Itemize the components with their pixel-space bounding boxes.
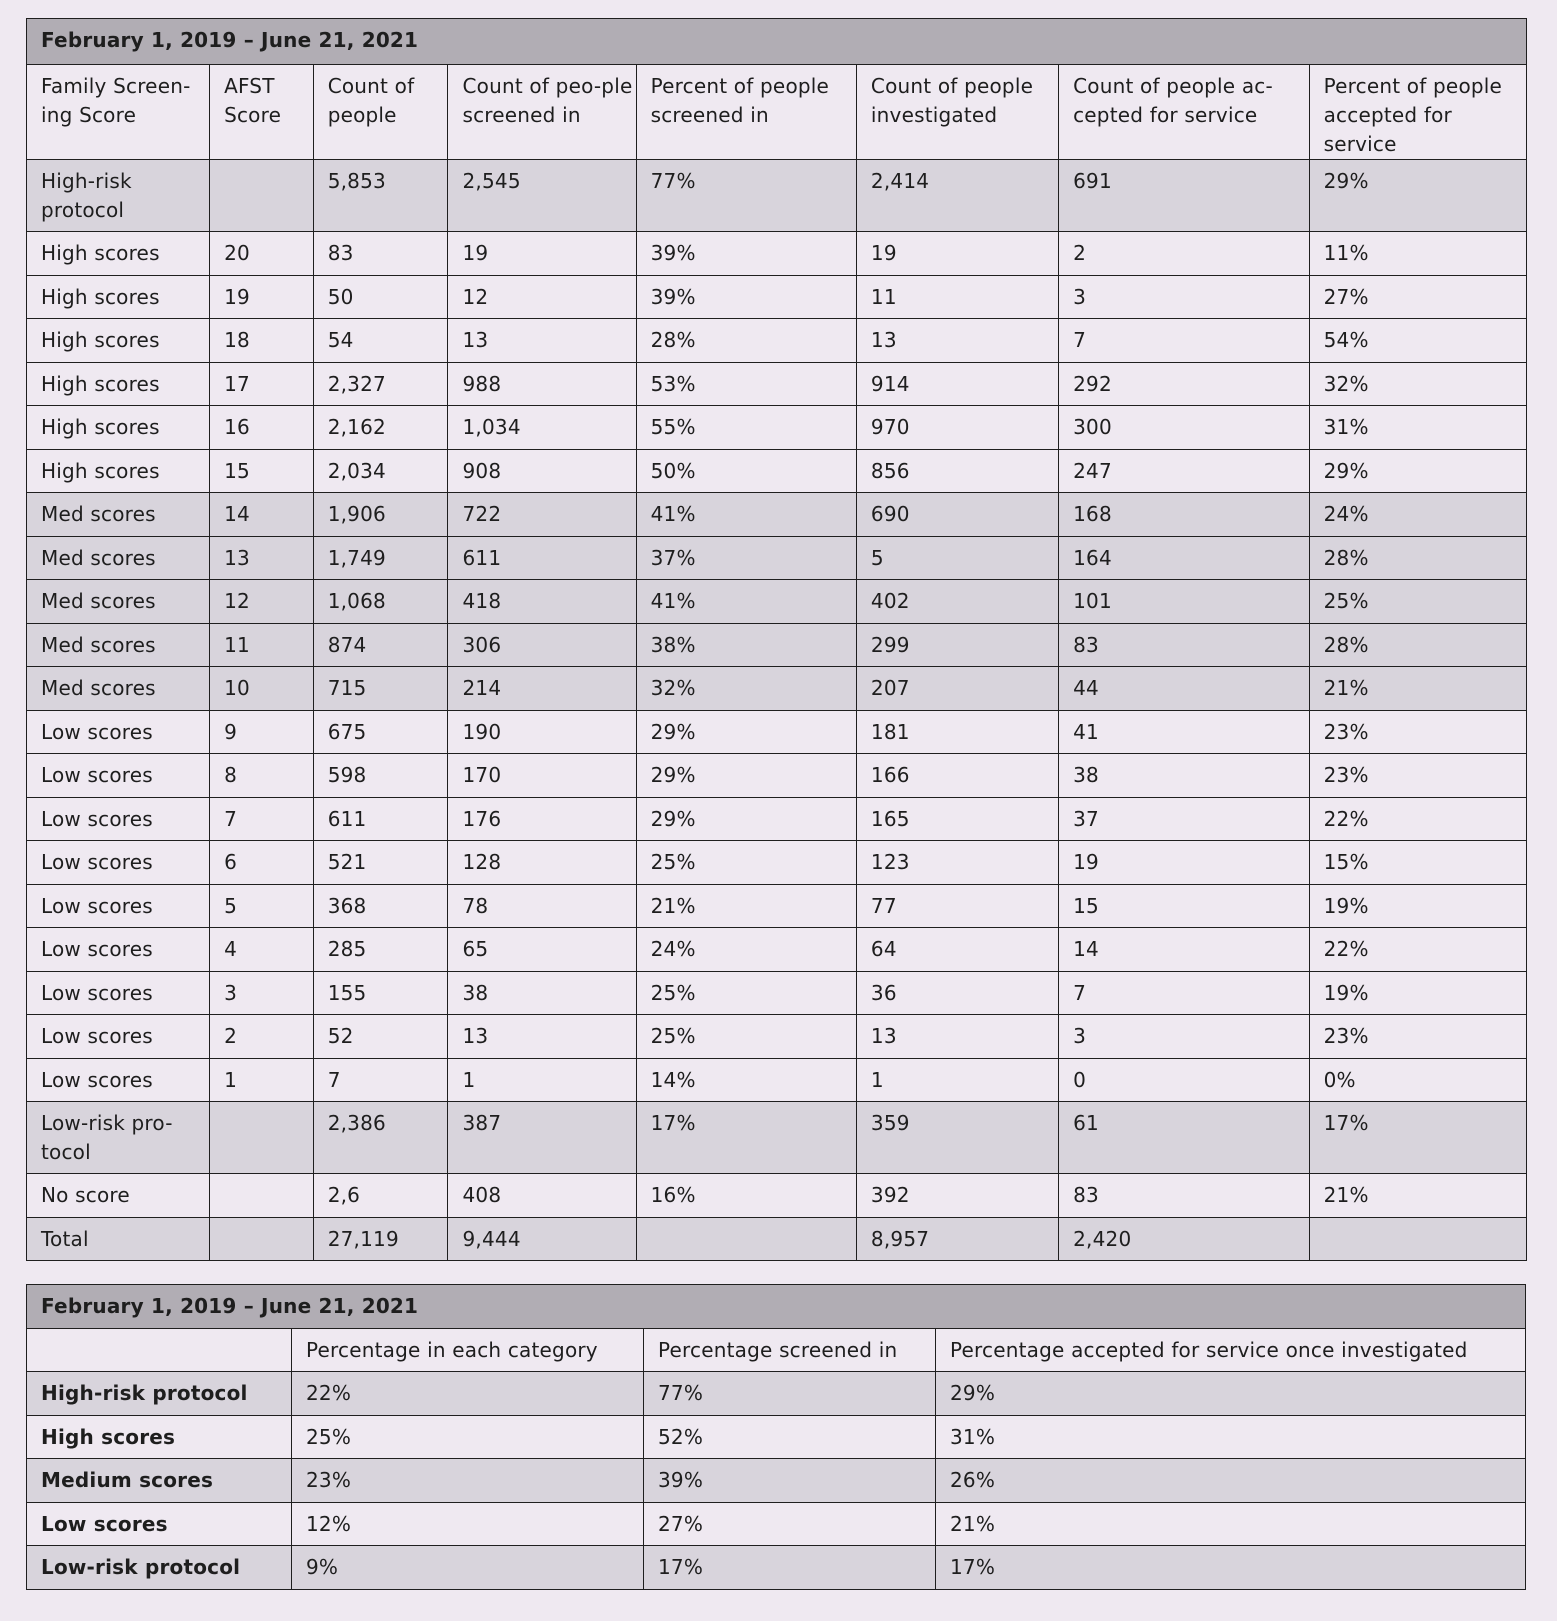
- table-row: [27, 1058, 1527, 1102]
- pct-accepted-cell: 11%: [1309, 232, 1526, 276]
- investigated-cell: 690: [856, 493, 1058, 537]
- table-row: [27, 667, 1527, 711]
- count-cell: 155: [313, 971, 448, 1015]
- category-cell: Low scores: [27, 1015, 210, 1059]
- summary-row: [27, 1459, 1526, 1503]
- count-cell: 2,034: [313, 449, 448, 493]
- column-header: Percent of people screened in: [636, 65, 856, 160]
- table-row: [27, 1102, 1527, 1174]
- screened-in-cell: 722: [448, 493, 636, 537]
- table-row: [27, 710, 1527, 754]
- screened-in-cell: 65: [448, 928, 636, 972]
- summary-date-row: [27, 1285, 1526, 1329]
- category-cell: Low scores: [27, 710, 210, 754]
- pct-screened-cell: 25%: [636, 841, 856, 885]
- category-cell: High scores: [27, 275, 210, 319]
- count-cell: 1,068: [313, 580, 448, 624]
- investigated-cell: 11: [856, 275, 1058, 319]
- column-header: Count of people: [313, 65, 448, 160]
- count-cell: 521: [313, 841, 448, 885]
- accepted-cell: 19: [1059, 841, 1309, 885]
- investigated-cell: 207: [856, 667, 1058, 711]
- category-cell: High-risk protocol: [27, 160, 210, 232]
- pct-screened-cell: [636, 1217, 856, 1261]
- count-cell: 2,162: [313, 406, 448, 450]
- afst-score-cell: 14: [210, 493, 314, 537]
- investigated-cell: 13: [856, 1015, 1058, 1059]
- investigated-cell: 299: [856, 623, 1058, 667]
- accepted-cell: 61: [1059, 1102, 1309, 1174]
- pct-screened-cell: 14%: [636, 1058, 856, 1102]
- accepted-cell: 168: [1059, 493, 1309, 537]
- afst-score-cell: 2: [210, 1015, 314, 1059]
- accepted-cell: 300: [1059, 406, 1309, 450]
- accepted-cell: 83: [1059, 623, 1309, 667]
- pct-category-cell: 9%: [292, 1546, 644, 1590]
- afst-score-cell: 10: [210, 667, 314, 711]
- summary-category-cell: High-risk protocol: [27, 1372, 292, 1416]
- investigated-cell: 359: [856, 1102, 1058, 1174]
- afst-score-cell: 3: [210, 971, 314, 1015]
- investigated-cell: 64: [856, 928, 1058, 972]
- screened-in-cell: 908: [448, 449, 636, 493]
- pct-screened-cell: 53%: [636, 362, 856, 406]
- afst-score-cell: 15: [210, 449, 314, 493]
- count-cell: 2,327: [313, 362, 448, 406]
- afst-score-cell: [210, 160, 314, 232]
- table-row: [27, 1217, 1527, 1261]
- table-row: [27, 1174, 1527, 1218]
- afst-score-cell: 16: [210, 406, 314, 450]
- count-cell: 675: [313, 710, 448, 754]
- afst-score-cell: 13: [210, 536, 314, 580]
- pct-accepted-cell: 25%: [1309, 580, 1526, 624]
- pct-screened-cell: 77%: [644, 1372, 936, 1416]
- pct-screened-cell: 52%: [644, 1415, 936, 1459]
- category-cell: Med scores: [27, 536, 210, 580]
- investigated-cell: 123: [856, 841, 1058, 885]
- screened-in-cell: 306: [448, 623, 636, 667]
- accepted-cell: 44: [1059, 667, 1309, 711]
- investigated-cell: 392: [856, 1174, 1058, 1218]
- table-row: [27, 841, 1527, 885]
- pct-accepted-cell: 17%: [936, 1546, 1526, 1590]
- table-row: [27, 362, 1527, 406]
- screened-in-cell: 170: [448, 754, 636, 798]
- pct-category-cell: 22%: [292, 1372, 644, 1416]
- category-cell: Low-risk pro-tocol: [27, 1102, 210, 1174]
- pct-screened-cell: 17%: [644, 1546, 936, 1590]
- count-cell: 2,6: [313, 1174, 448, 1218]
- table-date-row: [27, 19, 1527, 65]
- pct-screened-cell: 32%: [636, 667, 856, 711]
- count-cell: 2,386: [313, 1102, 448, 1174]
- screened-in-cell: 12: [448, 275, 636, 319]
- pct-category-cell: 25%: [292, 1415, 644, 1459]
- table-body: [27, 160, 1527, 1261]
- pct-screened-cell: 39%: [644, 1459, 936, 1503]
- pct-accepted-cell: 22%: [1309, 928, 1526, 972]
- count-cell: 5,853: [313, 160, 448, 232]
- category-cell: Low scores: [27, 1058, 210, 1102]
- pct-screened-cell: 25%: [636, 1015, 856, 1059]
- pct-screened-cell: 50%: [636, 449, 856, 493]
- category-cell: Low scores: [27, 797, 210, 841]
- pct-screened-cell: 37%: [636, 536, 856, 580]
- pct-accepted-cell: 0%: [1309, 1058, 1526, 1102]
- investigated-cell: 36: [856, 971, 1058, 1015]
- screened-in-cell: 988: [448, 362, 636, 406]
- investigated-cell: 1: [856, 1058, 1058, 1102]
- pct-accepted-cell: 31%: [936, 1415, 1526, 1459]
- pct-screened-cell: 29%: [636, 754, 856, 798]
- pct-accepted-cell: 23%: [1309, 754, 1526, 798]
- column-header: Percent of people accepted for service: [1309, 65, 1526, 160]
- count-cell: 874: [313, 623, 448, 667]
- accepted-cell: 14: [1059, 928, 1309, 972]
- pct-screened-cell: 55%: [636, 406, 856, 450]
- screened-in-cell: 190: [448, 710, 636, 754]
- screened-in-cell: 78: [448, 884, 636, 928]
- investigated-cell: 181: [856, 710, 1058, 754]
- investigated-cell: 2,414: [856, 160, 1058, 232]
- count-cell: 1,749: [313, 536, 448, 580]
- accepted-cell: 3: [1059, 1015, 1309, 1059]
- accepted-cell: 2,420: [1059, 1217, 1309, 1261]
- table-row: [27, 319, 1527, 363]
- count-cell: 1,906: [313, 493, 448, 537]
- afst-score-cell: 8: [210, 754, 314, 798]
- category-cell: High scores: [27, 406, 210, 450]
- pct-accepted-cell: 17%: [1309, 1102, 1526, 1174]
- accepted-cell: 292: [1059, 362, 1309, 406]
- summary-row: [27, 1546, 1526, 1590]
- category-cell: High scores: [27, 362, 210, 406]
- accepted-cell: 691: [1059, 160, 1309, 232]
- pct-accepted-cell: 26%: [936, 1459, 1526, 1503]
- accepted-cell: 2: [1059, 232, 1309, 276]
- accepted-cell: 101: [1059, 580, 1309, 624]
- summary-category-cell: High scores: [27, 1415, 292, 1459]
- pct-accepted-cell: 19%: [1309, 884, 1526, 928]
- category-cell: High scores: [27, 319, 210, 363]
- afst-score-cell: 6: [210, 841, 314, 885]
- afst-score-cell: 5: [210, 884, 314, 928]
- investigated-cell: 970: [856, 406, 1058, 450]
- column-header: [27, 1328, 292, 1372]
- count-cell: 285: [313, 928, 448, 972]
- count-cell: 52: [313, 1015, 448, 1059]
- count-cell: 27,119: [313, 1217, 448, 1261]
- investigated-cell: 5: [856, 536, 1058, 580]
- count-cell: 54: [313, 319, 448, 363]
- count-cell: 611: [313, 797, 448, 841]
- table-row: [27, 160, 1527, 232]
- screened-in-cell: 2,545: [448, 160, 636, 232]
- accepted-cell: 7: [1059, 971, 1309, 1015]
- count-cell: 368: [313, 884, 448, 928]
- investigated-cell: 402: [856, 580, 1058, 624]
- screened-in-cell: 19: [448, 232, 636, 276]
- pct-screened-cell: 24%: [636, 928, 856, 972]
- pct-category-cell: 23%: [292, 1459, 644, 1503]
- pct-screened-cell: 27%: [644, 1502, 936, 1546]
- screened-in-cell: 1,034: [448, 406, 636, 450]
- table-row: [27, 580, 1527, 624]
- screened-in-cell: 9,444: [448, 1217, 636, 1261]
- table-row: [27, 449, 1527, 493]
- table-date-range: February 1, 2019 – June 21, 2021: [27, 19, 1527, 65]
- table-row: [27, 623, 1527, 667]
- table-row: [27, 536, 1527, 580]
- summary-category-cell: Medium scores: [27, 1459, 292, 1503]
- pct-screened-cell: 77%: [636, 160, 856, 232]
- pct-accepted-cell: 21%: [1309, 667, 1526, 711]
- pct-accepted-cell: 29%: [1309, 449, 1526, 493]
- pct-screened-cell: 25%: [636, 971, 856, 1015]
- pct-accepted-cell: 15%: [1309, 841, 1526, 885]
- category-cell: No score: [27, 1174, 210, 1218]
- pct-accepted-cell: 21%: [1309, 1174, 1526, 1218]
- count-cell: 50: [313, 275, 448, 319]
- screened-in-cell: 176: [448, 797, 636, 841]
- category-cell: Low scores: [27, 928, 210, 972]
- accepted-cell: 41: [1059, 710, 1309, 754]
- afst-score-cell: [210, 1174, 314, 1218]
- table-row: [27, 754, 1527, 798]
- category-cell: Med scores: [27, 493, 210, 537]
- pct-accepted-cell: 23%: [1309, 1015, 1526, 1059]
- summary-date-range: February 1, 2019 – June 21, 2021: [27, 1285, 1526, 1329]
- table-row: [27, 406, 1527, 450]
- column-header: Family Screen-ing Score: [27, 65, 210, 160]
- pct-category-cell: 12%: [292, 1502, 644, 1546]
- category-cell: Med scores: [27, 667, 210, 711]
- afst-score-cell: 17: [210, 362, 314, 406]
- investigated-cell: 856: [856, 449, 1058, 493]
- screened-in-cell: 1: [448, 1058, 636, 1102]
- pct-screened-cell: 17%: [636, 1102, 856, 1174]
- afst-score-cell: 1: [210, 1058, 314, 1102]
- afst-score-cell: [210, 1217, 314, 1261]
- pct-screened-cell: 28%: [636, 319, 856, 363]
- summary-table: [26, 1284, 1526, 1590]
- accepted-cell: 7: [1059, 319, 1309, 363]
- screened-in-cell: 611: [448, 536, 636, 580]
- pct-accepted-cell: [1309, 1217, 1526, 1261]
- afst-score-cell: [210, 1102, 314, 1174]
- accepted-cell: 83: [1059, 1174, 1309, 1218]
- accepted-cell: 247: [1059, 449, 1309, 493]
- pct-accepted-cell: 27%: [1309, 275, 1526, 319]
- investigated-cell: 13: [856, 319, 1058, 363]
- count-cell: 7: [313, 1058, 448, 1102]
- screened-in-cell: 13: [448, 319, 636, 363]
- pct-screened-cell: 41%: [636, 580, 856, 624]
- category-cell: Low scores: [27, 841, 210, 885]
- pct-screened-cell: 41%: [636, 493, 856, 537]
- screened-in-cell: 128: [448, 841, 636, 885]
- column-header: Count of people investigated: [856, 65, 1058, 160]
- table-header-row: [27, 65, 1527, 160]
- table-row: [27, 275, 1527, 319]
- afst-score-cell: 20: [210, 232, 314, 276]
- screened-in-cell: 387: [448, 1102, 636, 1174]
- summary-header-row: [27, 1328, 1526, 1372]
- screened-in-cell: 418: [448, 580, 636, 624]
- pct-screened-cell: 16%: [636, 1174, 856, 1218]
- afst-score-cell: 7: [210, 797, 314, 841]
- pct-screened-cell: 38%: [636, 623, 856, 667]
- pct-accepted-cell: 22%: [1309, 797, 1526, 841]
- column-header: Percentage in each category: [292, 1328, 644, 1372]
- pct-accepted-cell: 23%: [1309, 710, 1526, 754]
- pct-accepted-cell: 19%: [1309, 971, 1526, 1015]
- pct-screened-cell: 29%: [636, 797, 856, 841]
- category-cell: Med scores: [27, 623, 210, 667]
- pct-accepted-cell: 54%: [1309, 319, 1526, 363]
- accepted-cell: 3: [1059, 275, 1309, 319]
- summary-row: [27, 1372, 1526, 1416]
- table-row: [27, 884, 1527, 928]
- accepted-cell: 37: [1059, 797, 1309, 841]
- count-cell: 83: [313, 232, 448, 276]
- afst-score-cell: 4: [210, 928, 314, 972]
- summary-category-cell: Low-risk protocol: [27, 1546, 292, 1590]
- category-cell: Med scores: [27, 580, 210, 624]
- category-cell: Low scores: [27, 754, 210, 798]
- column-header: Percentage accepted for service once investigated: [936, 1328, 1526, 1372]
- count-cell: 598: [313, 754, 448, 798]
- afst-score-cell: 9: [210, 710, 314, 754]
- table-row: [27, 493, 1527, 537]
- pct-screened-cell: 39%: [636, 232, 856, 276]
- afst-score-cell: 19: [210, 275, 314, 319]
- table-row: [27, 971, 1527, 1015]
- investigated-cell: 8,957: [856, 1217, 1058, 1261]
- investigated-cell: 166: [856, 754, 1058, 798]
- screened-in-cell: 13: [448, 1015, 636, 1059]
- pct-accepted-cell: 21%: [936, 1502, 1526, 1546]
- investigated-cell: 165: [856, 797, 1058, 841]
- pct-accepted-cell: 28%: [1309, 623, 1526, 667]
- count-cell: 715: [313, 667, 448, 711]
- afst-score-cell: 11: [210, 623, 314, 667]
- pct-accepted-cell: 28%: [1309, 536, 1526, 580]
- summary-category-cell: Low scores: [27, 1502, 292, 1546]
- pct-accepted-cell: 31%: [1309, 406, 1526, 450]
- summary-body: [27, 1372, 1526, 1590]
- column-header: Percentage screened in: [644, 1328, 936, 1372]
- category-cell: Total: [27, 1217, 210, 1261]
- afst-score-cell: 12: [210, 580, 314, 624]
- pct-screened-cell: 21%: [636, 884, 856, 928]
- column-header: AFST Score: [210, 65, 314, 160]
- screened-in-cell: 408: [448, 1174, 636, 1218]
- pct-accepted-cell: 29%: [936, 1372, 1526, 1416]
- screened-in-cell: 214: [448, 667, 636, 711]
- pct-accepted-cell: 32%: [1309, 362, 1526, 406]
- table-row: [27, 797, 1527, 841]
- pct-screened-cell: 29%: [636, 710, 856, 754]
- column-header: Count of peo-ple screened in: [448, 65, 636, 160]
- category-cell: Low scores: [27, 884, 210, 928]
- column-header: Count of people ac-cepted for service: [1059, 65, 1309, 160]
- summary-row: [27, 1415, 1526, 1459]
- afst-score-cell: 18: [210, 319, 314, 363]
- pct-screened-cell: 39%: [636, 275, 856, 319]
- accepted-cell: 0: [1059, 1058, 1309, 1102]
- table-row: [27, 928, 1527, 972]
- category-cell: Low scores: [27, 971, 210, 1015]
- pct-accepted-cell: 29%: [1309, 160, 1526, 232]
- table-row: [27, 1015, 1527, 1059]
- table-row: [27, 232, 1527, 276]
- accepted-cell: 164: [1059, 536, 1309, 580]
- investigated-cell: 77: [856, 884, 1058, 928]
- category-cell: High scores: [27, 232, 210, 276]
- investigated-cell: 19: [856, 232, 1058, 276]
- accepted-cell: 38: [1059, 754, 1309, 798]
- accepted-cell: 15: [1059, 884, 1309, 928]
- category-cell: High scores: [27, 449, 210, 493]
- investigated-cell: 914: [856, 362, 1058, 406]
- screened-in-cell: 38: [448, 971, 636, 1015]
- summary-row: [27, 1502, 1526, 1546]
- pct-accepted-cell: 24%: [1309, 493, 1526, 537]
- afst-score-table: [26, 18, 1527, 1261]
